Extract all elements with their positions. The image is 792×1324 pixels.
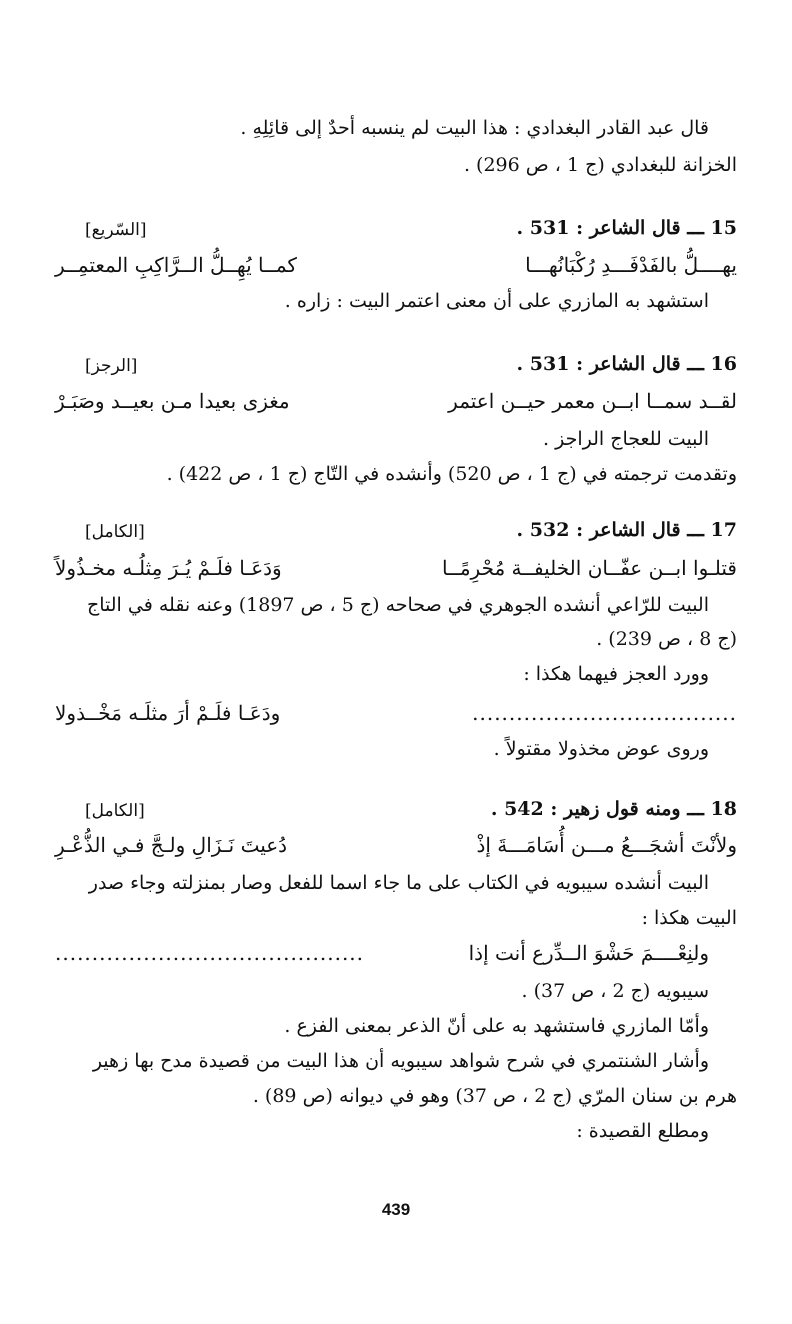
entry-17-verse	[55, 553, 737, 583]
entry-15-verse	[55, 250, 737, 280]
verse-first-hemistich: ولأنْتَ أشجَـــعُ مـــن أُسَامَـــةَ إذْ	[476, 833, 737, 857]
entry-18-note: هرم بن سنان المرّي (ج 2 ، ص 37) وهو في ديوانه (ص 89) .	[252, 1085, 737, 1107]
entry-17-note: البيت للرّاعي أنشده الجوهري في صحاحه (ج 5 ، ص 1897) وعنه نقله في التاج	[86, 594, 709, 616]
entry-18-note: البيت هكذا :	[641, 907, 737, 929]
entry-16-note: البيت للعجاج الراجز .	[543, 428, 709, 450]
entry-18-note: ومطلع القصيدة :	[576, 1120, 709, 1142]
omitted-hemistich-dots: ....................................	[472, 701, 737, 725]
verse-first-hemistich: لقــد سمــا ابــن معمر حيــن اعتمر	[448, 389, 737, 413]
entry-15-note: استشهد به المازري على أن معنى اعتمر البيت : زاره .	[284, 290, 709, 312]
entry-18-verse	[55, 830, 737, 860]
entry-15-meter: [السّريع]	[85, 220, 147, 240]
intro-source-line: الخزانة للبغدادي (ج 1 ، ص 296) .	[463, 154, 737, 176]
entry-18-note: سيبويه (ج 2 ، ص 37) .	[521, 980, 709, 1002]
entry-15-heading: 15 ـــ قال الشاعر : 531 .	[516, 217, 737, 239]
entry-17-note: (ج 8 ، ص 239) .	[596, 628, 737, 650]
entry-18-note: وأمّا المازري فاستشهد به على أنّ الذعر بمعنى الفزع .	[284, 1015, 709, 1037]
omitted-hemistich-dots: ..........................................	[55, 941, 365, 965]
entry-16-heading: 16 ـــ قال الشاعر : 531 .	[516, 353, 737, 375]
entry-16-verse	[55, 386, 737, 416]
entry-17-meter: [الكامل]	[85, 522, 145, 542]
entry-16-meter: [الرجز]	[85, 356, 138, 376]
intro-line: قال عبد القادر البغدادي : هذا البيت لم ينسبه أحدٌ إلى قائِلِهِ .	[240, 117, 709, 139]
entry-18-variant-verse	[55, 938, 709, 968]
entry-17-note: وورد العجز فيهما هكذا :	[523, 663, 709, 685]
verse-first-hemistich: قتلـوا ابــن عفّــان الخليفــة مُحْرِمًــا	[442, 556, 737, 580]
verse-second-hemistich: دُعيتَ نَـزَالِ ولـجَّ فـي الذُّعْـرِ	[55, 833, 288, 857]
entry-16-note: وتقدمت ترجمته في (ج 1 ، ص 520) وأنشده في التّاج (ج 1 ، ص 422) .	[166, 463, 737, 485]
book-page	[55, 0, 737, 1324]
entry-18-heading: 18 ـــ ومنه قول زهير : 542 .	[490, 798, 737, 820]
entry-17-note: وروى عوض مخذولا مقتولاً .	[493, 738, 709, 760]
variant-hemistich: ولنِعْــــمَ حَشْوَ الــدِّرع أنت إذا	[468, 941, 709, 965]
entry-17-variant-verse	[55, 698, 737, 728]
verse-second-hemistich: مغزى بعيدا مـن بعيــد وصَبَـرْ	[55, 389, 290, 413]
variant-hemistich: ودَعَـا فلَـمْ أرَ مثلَـه مَخْــذولا	[55, 701, 281, 725]
page-number: 439	[381, 1200, 411, 1219]
entry-18-meter: [الكامل]	[85, 801, 145, 821]
entry-17-heading: 17 ـــ قال الشاعر : 532 .	[516, 519, 737, 541]
verse-second-hemistich: وَدَعَـا فلَـمْ يُـرَ مِثلُـه مخـذُولاً	[55, 556, 282, 580]
entry-18-note: وأشار الشنتمري في شرح شواهد سيبويه أن هذا البيت من قصيدة مدح بها زهير	[92, 1050, 709, 1072]
verse-first-hemistich: يهــــلُّ بالفَدْفَـــدِ رُكْبَانُهـــا	[525, 253, 737, 277]
entry-18-note: البيت أنشده سيبويه في الكتاب على ما جاء اسما للفعل وصار بمنزلته وجاء صدر	[88, 872, 709, 894]
verse-second-hemistich: كمــا يُهِــلُّ الــرَّاكِبِ المعتمِــر	[55, 253, 297, 277]
